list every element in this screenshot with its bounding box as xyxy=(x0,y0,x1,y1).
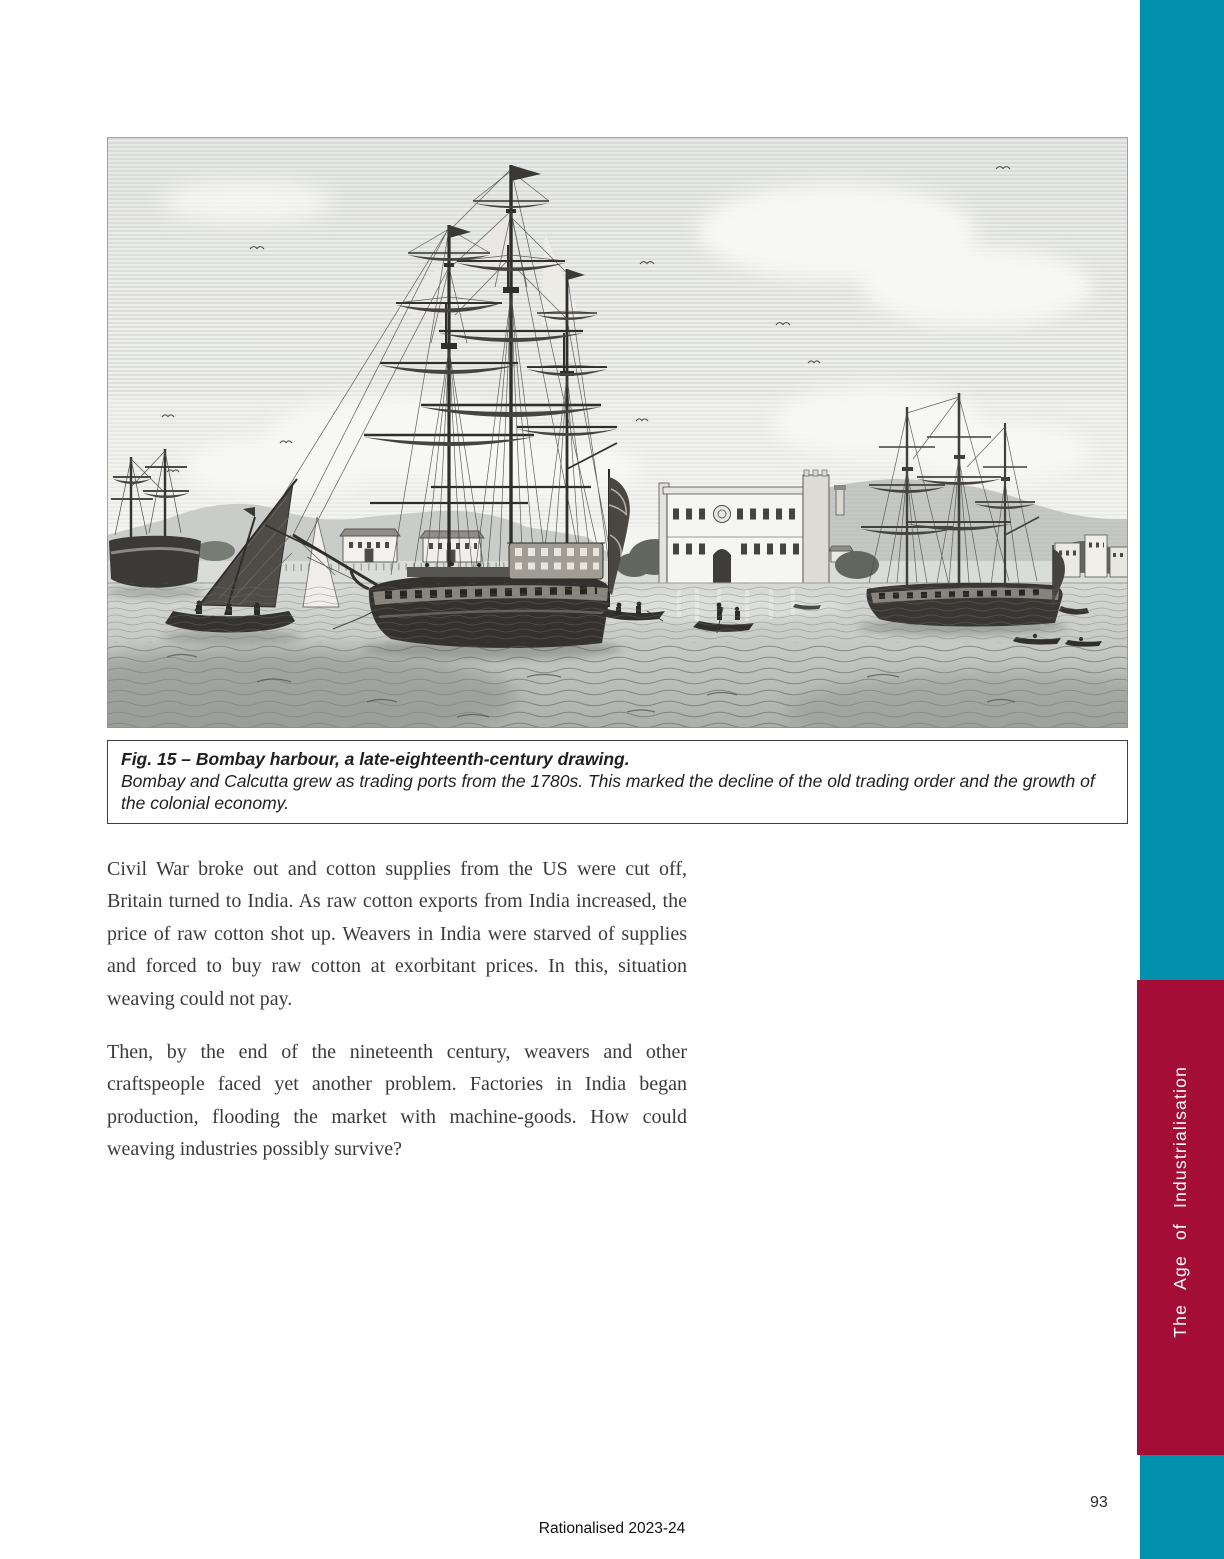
paragraph-1: Civil War broke out and cotton supplies from the US were cut off, Britain turned to India. As raw cotton exports from India increased, the price of raw cotton shot up. Weavers in India were starved of supplies and forced to buy raw cotton at exorbitant prices. In this, situation weaving could not pay. xyxy=(107,858,687,1010)
figure-caption-body: Bombay and Calcutta grew as trading ports from the 1780s. This marked the decline of the old trading order and the growth of the colonial economy. xyxy=(121,771,1095,813)
chapter-tab xyxy=(1137,980,1224,1455)
page-number: 93 xyxy=(1090,1494,1108,1511)
paragraph-2: Then, by the end of the nineteenth century, weavers and other craftspeople faced yet another problem. Factories in India began production, flooding the market with machine-goods. How could weaving industries possibly survive? xyxy=(107,1041,687,1161)
body-text xyxy=(107,853,687,1187)
colonial-building xyxy=(659,470,846,588)
lighthouse-tower xyxy=(836,489,844,515)
harbour-engraving-figure xyxy=(107,137,1128,728)
harbour-engraving xyxy=(107,137,1128,728)
footer-note: Rationalised 2023-24 xyxy=(538,1520,686,1537)
figure-caption-box xyxy=(107,740,1128,824)
figure-caption-title: Fig. 15 – Bombay harbour, a late-eighteenth-century drawing. xyxy=(121,749,630,769)
chapter-title-vertical: The Age of Industrialisation xyxy=(1170,1065,1190,1338)
